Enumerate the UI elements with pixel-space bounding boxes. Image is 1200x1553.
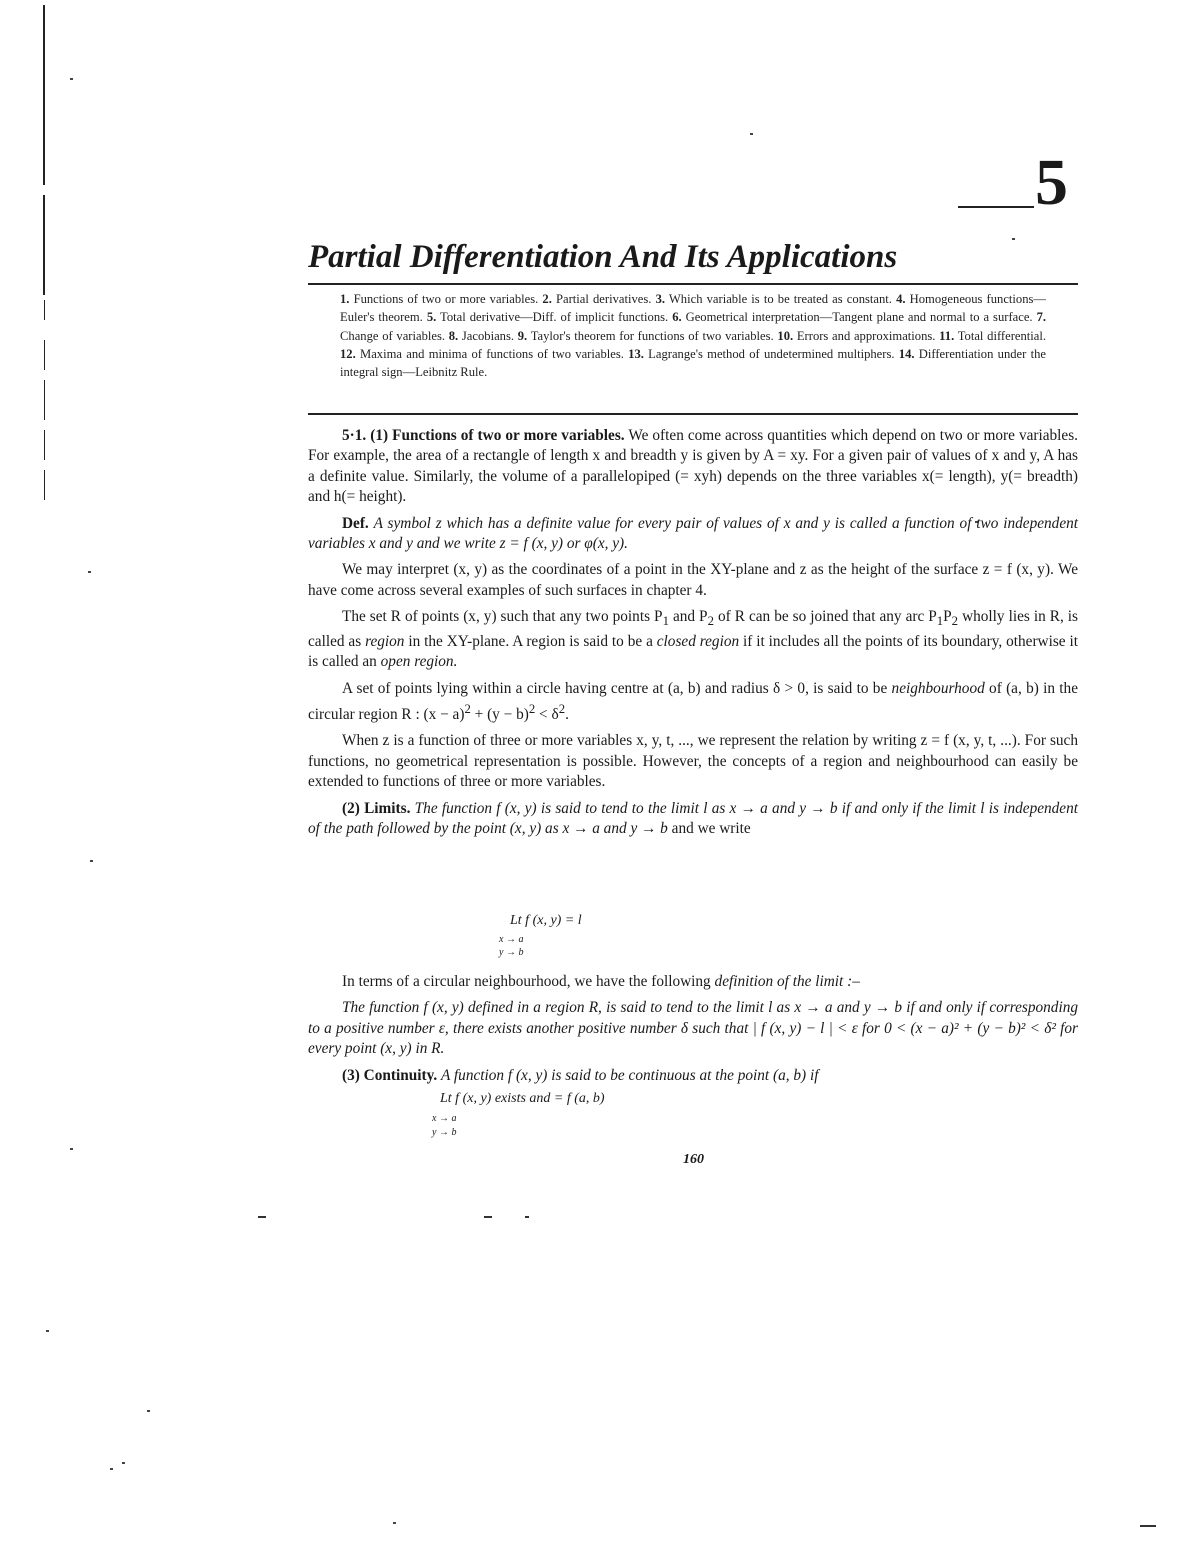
contents-item-text: Homogeneous functions—Euler's theorem. xyxy=(340,292,1046,325)
contents-item xyxy=(427,310,672,324)
definition-text: A symbol z which has a definite value for every pair of values of x and y is called a function of two independent variables x and y and we write z = f (x, y) or φ(x, y). xyxy=(308,514,1079,553)
scan-margin-line xyxy=(43,195,45,295)
scan-speck xyxy=(1140,1525,1156,1527)
limit-subscript-x: x → a xyxy=(499,934,524,945)
scan-speck xyxy=(90,860,93,862)
scan-speck xyxy=(122,1462,125,1464)
scan-speck xyxy=(484,1216,492,1218)
scan-margin-line xyxy=(44,470,45,500)
definition-label: Def. xyxy=(342,514,369,532)
contents-item-number: 10. xyxy=(777,328,794,343)
contents-item xyxy=(340,347,628,361)
contents-item-number: 8. xyxy=(448,328,459,343)
contents-item-number: 9. xyxy=(517,328,528,343)
contents-item-number: 7. xyxy=(1036,310,1047,325)
contents-item xyxy=(340,292,542,306)
paragraph-interpretation: We may interpret (x, y) as the coordinates of a point in the XY-plane and z as the height of the surface z = f (x, y). We have come across several examples of such surfaces in chapter 4. xyxy=(308,561,1078,599)
contents-item xyxy=(656,292,897,306)
contents-item xyxy=(449,329,518,343)
contents-item-number: 14. xyxy=(898,346,915,361)
contents-item-number: 13. xyxy=(628,346,644,361)
scan-margin-line xyxy=(43,5,45,185)
section-number: 5·1. xyxy=(342,427,367,444)
contents-item-number: 5. xyxy=(426,310,437,325)
continuity-subscript-y: y → b xyxy=(432,1127,457,1138)
contents-item-number: 4. xyxy=(896,292,906,306)
contents-item xyxy=(542,292,655,306)
contents-item-text: Jacobians. xyxy=(458,328,518,343)
contents-item-text: Functions of two or more variables. xyxy=(349,292,543,306)
paragraph-region: The set R of points (x, y) such that any two points $P_1$ and $P_2$ of R can be so joined that any arc $P_1P_2$ wholly lies in R, is called as region in the XY-plane. A region is said to be a closed region if it includes all the points of its boundary, otherwise it is called an open region. xyxy=(308,608,1078,671)
contents-item-text: Geometrical interpretation—Tangent plane and normal to a surface. xyxy=(681,310,1037,325)
contents-item xyxy=(672,310,1036,324)
scan-speck xyxy=(88,571,91,573)
scan-speck xyxy=(750,133,753,135)
scan-margin-line xyxy=(44,430,45,460)
contents-rule xyxy=(308,413,1078,415)
section-heading: (1) Functions of two or more variables. xyxy=(370,427,625,444)
scan-speck xyxy=(70,1148,73,1150)
paragraph-three-variables: When z is a function of three or more variables x, y, t, ..., we represent the relation by writing z = f (x, y, t, ...). For such functions, no geometrical representation is possible. However, the concepts of a region and neighbourhood can easily be extended to functions of three or more variables. xyxy=(308,732,1078,791)
contents-item-text: Maxima and minima of functions of two variables. xyxy=(355,346,629,361)
paragraph-limit-definition: The function f (x, y) defined in a region R, is said to tend to the limit l as x → a and y → b if and only if corresponding to a positive number ε, there exists another positive number δ such that | f (x, y) − l | < ε for 0 < (x − a)² + (y − b)² < δ² for every point (x, y) in R. xyxy=(308,999,1078,1058)
contents-item-text: Differentiation under the integral sign—Leibnitz Rule. xyxy=(340,346,1046,380)
contents-item xyxy=(518,329,778,343)
continuity-heading: (3) Continuity. xyxy=(342,1066,438,1084)
paragraph-limits: (2) Limits. The function f (x, y) is said to tend to the limit l as x → a and y → b if and only if the limit l is independent of the path followed by the point (x, y) as x → a and y → b and we write xyxy=(308,799,1078,838)
scan-speck xyxy=(46,1330,49,1332)
scan-margin-line xyxy=(44,380,45,420)
paragraph-continuity: (3) Continuity. A function f (x, y) is said to be continuous at the point (a, b) if xyxy=(342,1066,819,1084)
chapter-number: 5 xyxy=(1035,146,1068,219)
contents-item-number: 11. xyxy=(939,328,955,343)
paragraph-intro: 5·1. (1) Functions of two or more variables. We often come across quantities which depend on two or more variables. For example, the area of a rectangle of length x and breadth y is given by A = xy. For a given pair of values of x and y, A has a definite value. Similarly, the volume of a parallelopiped (= xyh) depends on the three variables x(= length), y(= breadth) and h(= height). xyxy=(308,427,1078,506)
scan-margin-line xyxy=(44,300,45,320)
scan-speck xyxy=(70,78,73,80)
paragraph-definition xyxy=(308,514,1078,555)
contents-item-text: Total differential. xyxy=(954,328,1047,343)
limit-subscript-y: y → b xyxy=(499,947,524,958)
contents-item-text: Partial derivatives. xyxy=(551,292,656,306)
limit-equation: Lt f (x, y) = l xyxy=(510,913,582,928)
scan-speck xyxy=(525,1216,529,1218)
contents-item xyxy=(939,329,1046,343)
contents-item-text: Taylor's theorem for functions of two variables. xyxy=(527,328,778,343)
contents-item xyxy=(777,329,939,343)
contents-item-number: 3. xyxy=(655,292,666,306)
scan-speck xyxy=(147,1410,150,1412)
contents-item-number: 12. xyxy=(340,346,356,361)
scan-speck xyxy=(110,1468,113,1470)
contents-item-text: Errors and approximations. xyxy=(793,328,940,343)
chapter-title: Partial Differentiation And Its Applications xyxy=(308,239,898,275)
paragraph-circular-nbhd: In terms of a circular neighbourhood, we have the following definition of the limit :– xyxy=(342,973,860,990)
contents-item-number: 2. xyxy=(542,292,552,306)
continuity-subscript-x: x → a xyxy=(432,1113,457,1124)
limits-heading: (2) Limits. xyxy=(342,799,411,817)
title-rule xyxy=(308,283,1078,285)
contents-item-text: Which variable is to be treated as constant. xyxy=(665,292,897,306)
chapter-number-rule xyxy=(958,206,1034,208)
paragraph-neighbourhood: A set of points lying within a circle having centre at (a, b) and radius δ > 0, is said to be neighbourhood of (a, b) in the circular region R : $(x - a)^2 + (y - b)^2 < \delta^2$. xyxy=(308,679,1078,724)
contents-item xyxy=(628,347,899,361)
page-number: 160 xyxy=(683,1152,704,1167)
section-body-continued xyxy=(308,972,1078,1092)
chapter-contents xyxy=(340,290,1046,381)
scan-speck xyxy=(258,1216,266,1218)
contents-item-text: Lagrange's method of undetermined multiphers. xyxy=(643,346,899,361)
contents-item-number: 6. xyxy=(672,310,682,325)
continuity-equation: Lt f (x, y) exists and = f (a, b) xyxy=(440,1091,605,1106)
section-body xyxy=(308,426,1078,845)
scan-speck xyxy=(393,1522,396,1524)
scan-margin-line xyxy=(44,340,45,370)
contents-item-text: Change of variables. xyxy=(340,328,449,343)
contents-item-text: Total derivative—Diff. of implicit functions. xyxy=(436,310,673,325)
scan-speck xyxy=(1012,238,1015,240)
contents-item-number: 1. xyxy=(340,292,350,306)
